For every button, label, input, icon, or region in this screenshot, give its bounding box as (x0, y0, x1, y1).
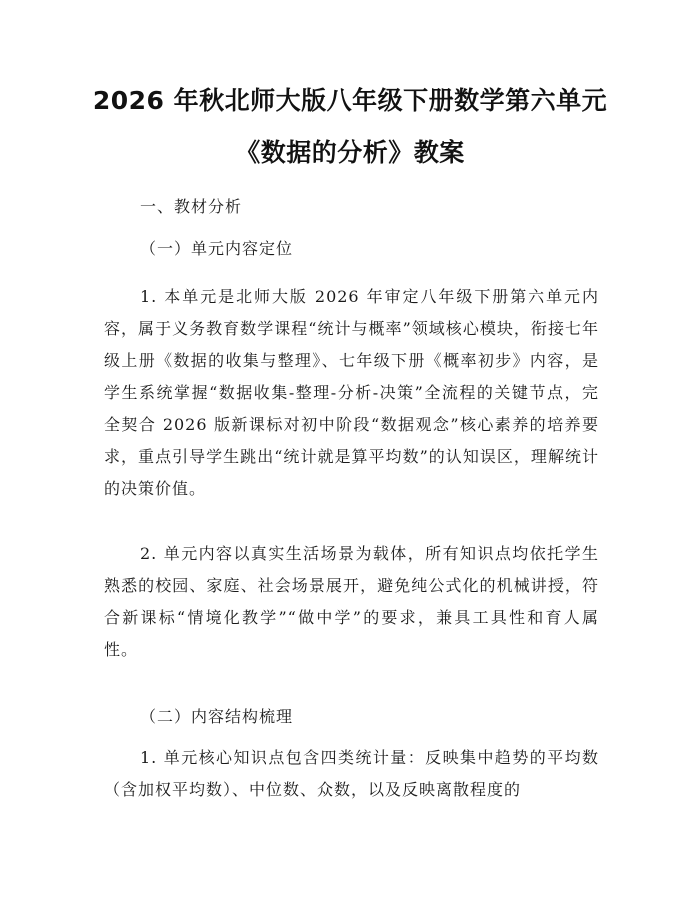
paragraph-unit-positioning-1: 1. 本单元是北师大版 2026 年审定八年级下册第六单元内容，属于义务教育数学课程“统计与概率”领域核心模块，衔接七年级上册《数据的收集与整理》、七年级下册《概率初步》内容，是学生系统掌握“数据收集-整理-分析-决策”全流程的关键节点，完全契合 2026 版新课标对初中阶段“数据观念”核心素养的培养要求，重点引导学生跳出“统计就是算平均数”的认知误区，理解统计的决策价值。 (104, 287, 599, 498)
section-heading-textbook-analysis: 一、教材分析 (140, 197, 243, 216)
paragraph-unit-positioning-2: 2. 单元内容以真实生活场景为载体，所有知识点均依托学生熟悉的校园、家庭、社会场景展开，避免纯公式化的机械讲授，符合新课标“情境化教学”“做中学”的要求，兼具工具性和育人属性。 (104, 544, 599, 659)
document-title-line-1: 2026 年秋北师大版八年级下册数学第六单元 (92, 86, 608, 115)
paragraph-content-structure-1: 1. 单元核心知识点包含四类统计量：反映集中趋势的平均数（含加权平均数）、中位数、众数，以及反映离散程度的 (104, 748, 599, 799)
subsection-heading-content-structure: （二）内容结构梳理 (140, 707, 294, 726)
document-title-line-2: 《数据的分析》教案 (235, 138, 465, 167)
subsection-heading-unit-positioning: （一）单元内容定位 (140, 239, 294, 258)
